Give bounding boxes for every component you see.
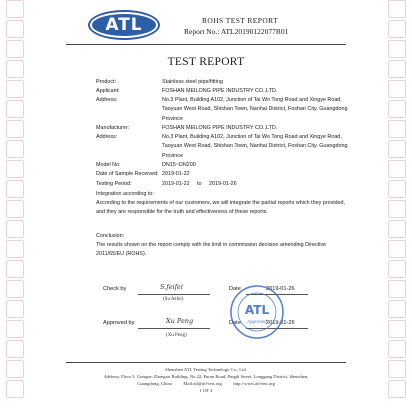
check-date-label: Date xyxy=(229,286,241,292)
field-label: Date of Sample Received: xyxy=(96,171,159,177)
approval-stamp xyxy=(229,284,285,340)
watermark-tile xyxy=(388,240,406,258)
field-label: Address: xyxy=(96,134,118,140)
watermark-tile xyxy=(388,280,406,298)
watermark-tile xyxy=(6,0,24,18)
footer-contact: Guangdong, China Mail:atl@atl-test.org http://www.atl-test.org xyxy=(137,381,275,386)
watermark-tile xyxy=(6,200,24,218)
page-number: 1 OF 4 xyxy=(199,388,213,393)
stamp-sub: Approved xyxy=(247,319,267,324)
field-label: Testing Period: xyxy=(96,181,132,187)
watermark-tile xyxy=(6,100,24,118)
field-value: No.3 Plant, Building A102, Junction of Tai Wo Tong Road and Xingye Road, Taoyuan West Road, Shishan Town, Nanhai District, Foshan City, Guangdong Province xyxy=(162,97,348,122)
field-label: Address: xyxy=(96,97,118,103)
header-divider xyxy=(66,44,346,45)
approve-signature: Xu Peng xyxy=(166,317,194,325)
field-value: No.3 Plant, Building A102, Junction of Tai Wo Tong Road and Xingye Road, Taoyuan West Road, Shishan Town, Nanhai District, Foshan City, Guangdong Province xyxy=(162,134,348,159)
field-value: 2019-01-22 xyxy=(162,171,190,177)
watermark-tile xyxy=(6,320,24,338)
watermark-tile xyxy=(6,220,24,238)
field-value: FOSHAN MEILONG PIPE INDUSTRY CO.,LTD. xyxy=(162,88,278,94)
field-label: Model No: xyxy=(96,162,121,168)
watermark-tile xyxy=(6,260,24,278)
watermark-tile xyxy=(6,180,24,198)
watermark-tile xyxy=(6,160,24,178)
approve-signature-line xyxy=(138,328,210,329)
field-value: DN15~DN200 xyxy=(162,162,196,168)
field-value: 2019-01-22 to 2019-01-26 xyxy=(162,181,237,187)
check-signature: S.feifei xyxy=(160,283,183,291)
field-label: Applicant: xyxy=(96,88,120,94)
watermark-tile xyxy=(388,140,406,158)
field-value: FOSHAN MEILONG PIPE INDUSTRY CO.,LTD. xyxy=(162,125,278,131)
footer-divider xyxy=(66,362,346,363)
doc-type-title: ROHS TEST REPORT xyxy=(202,16,279,25)
check-date: 2019-01-26 xyxy=(266,286,295,292)
watermark-tile xyxy=(388,200,406,218)
footer-company: Shenzhen ATL Testing Technology Co., Ltd. xyxy=(165,367,247,372)
watermark-tile xyxy=(6,240,24,258)
approve-date-label: Date xyxy=(229,320,241,326)
approve-date: 2019-01-26 xyxy=(266,320,295,326)
atl-logo-text: ATL xyxy=(92,14,156,36)
field-value: Stainless steel pipe/fitting xyxy=(162,79,223,85)
conclusion-text: The results shown on the report comply with the limit in commission decision amending Directive 2011/65/EU (ROHS). xyxy=(96,242,327,258)
watermark-tile xyxy=(388,320,406,338)
watermark-tile xyxy=(6,340,24,358)
watermark-tile xyxy=(388,300,406,318)
watermark-tile xyxy=(6,120,24,138)
approve-name: (Xu Peng) xyxy=(166,333,187,338)
watermark-tile xyxy=(6,20,24,38)
report-number: Report No.: ATL20190122077R01 xyxy=(184,27,289,36)
field-label: Manufacturer: xyxy=(96,125,130,131)
watermark-tile xyxy=(6,140,24,158)
approved-by-label: Approved by xyxy=(103,320,135,326)
watermark-tile xyxy=(388,120,406,138)
watermark-tile xyxy=(388,20,406,38)
watermark-tile xyxy=(388,80,406,98)
atl-logo xyxy=(88,10,160,40)
watermark-tile xyxy=(6,300,24,318)
watermark-tile xyxy=(388,220,406,238)
conclusion-heading: Conclusion: xyxy=(96,233,125,239)
watermark-tile xyxy=(388,0,406,18)
check-signature-line xyxy=(138,294,210,295)
watermark-tile xyxy=(388,260,406,278)
check-name: (Su feifei) xyxy=(163,297,184,302)
watermark-tile xyxy=(388,340,406,358)
stamp-text: ATL xyxy=(244,303,270,317)
footer-address: Address: Floor 3, Gonqiao Zhongxu Building, No.22, Puran Road, Pingdi Street, Longgang District, Shenzhen, xyxy=(103,374,309,379)
check-by-label: Check by xyxy=(103,286,127,292)
watermark-tile xyxy=(388,180,406,198)
integration-heading: Integration according to: xyxy=(96,191,154,197)
page-title: TEST REPORT xyxy=(167,56,245,68)
watermark-tile xyxy=(388,100,406,118)
watermark-tile xyxy=(6,280,24,298)
watermark-tile xyxy=(6,80,24,98)
watermark-tile xyxy=(388,160,406,178)
field-label: Product: xyxy=(96,79,117,85)
integration-text: According to the requirements of our customers, we will integrate the partial reports which they provided, and they are responsible for the truth and effectiveness of these reports. xyxy=(96,200,345,216)
